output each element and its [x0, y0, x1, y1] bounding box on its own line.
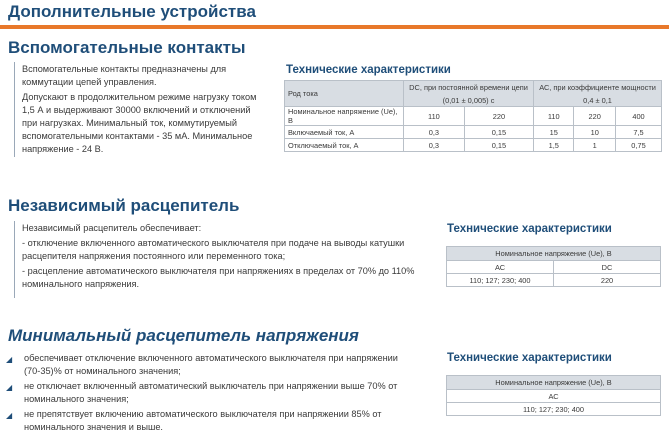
shunt-trip-tech-title: Технические характеристики: [447, 223, 612, 235]
cell: 0,15: [464, 126, 533, 139]
shunt-trip-table-header: Номинальное напряжение (Ue), В: [447, 247, 661, 261]
cell: 220: [574, 107, 616, 126]
cell: 0,3: [404, 126, 465, 139]
aux-contacts-paragraph-1: Вспомогательные контакты предназначены для коммутации цепей управления.: [22, 64, 227, 87]
col-ac-note: 0,4 ± 0,1: [534, 94, 662, 107]
row-label: Включаемый ток, А: [285, 126, 404, 139]
shunt-trip-item-2: - расцепление автоматического выключателя при напряжениях в пределах от 70% до 110% номинального напряжения.: [22, 266, 415, 289]
aux-contacts-text: [22, 63, 267, 158]
shunt-trip-item-1: - отключение включенного автоматического выключателя при подаче на выводы катушки расцепителя напряжения постоянного или переменного тока;: [22, 238, 405, 261]
undervoltage-item-1: обеспечивает отключение включенного автоматического выключателя при напряжении (70-35)% от номинального значения;: [24, 353, 398, 376]
shunt-trip-table: [446, 246, 661, 287]
table-row: [285, 139, 662, 152]
col-ac: АС: [447, 261, 554, 274]
cell-ac: 110; 127; 230; 400: [447, 274, 554, 287]
undervoltage-text: [6, 352, 416, 436]
cell: 0,15: [464, 139, 533, 152]
cell: 7,5: [616, 126, 662, 139]
list-item: [6, 352, 416, 378]
cell: 15: [534, 126, 574, 139]
list-item: [6, 380, 416, 406]
undervoltage-table: [446, 375, 661, 416]
undervoltage-tech-title: Технические характеристики: [447, 352, 612, 364]
aux-contacts-paragraph-2: Допускают в продолжительном режиме нагрузку током 1,5 А и выдерживают 30000 включений и отключений при нагрузках. Минимальный ток, коммутируемый вспомогательными контактами - 35 мА. Минимальное напряжение - 24 В.: [22, 92, 257, 154]
title-underline: [0, 25, 669, 29]
row-label: Отключаемый ток, А: [285, 139, 404, 152]
undervoltage-item-2: не отключает включенный автоматический выключатель при напряжении выше 70% от номинального значения;: [24, 381, 398, 404]
col-dc: DC, при постоянной времени цепи: [404, 81, 534, 95]
undervoltage-item-3: не препятствует включению автоматического выключателя при напряжении 85% от номинального значения и выше.: [24, 409, 382, 432]
col-dc: DC: [554, 261, 661, 274]
aux-contacts-tech-title: Технические характеристики: [286, 64, 451, 76]
cell: 220: [464, 107, 533, 126]
cell: 10: [574, 126, 616, 139]
shunt-trip-intro: Независимый расцепитель обеспечивает:: [22, 223, 202, 233]
cell-dc: 220: [554, 274, 661, 287]
table-row: [285, 126, 662, 139]
page-title: Дополнительные устройства: [8, 2, 256, 21]
cell: 1,5: [534, 139, 574, 152]
col-dc-note: (0,01 ± 0,005) с: [404, 94, 534, 107]
cell-ac: 110; 127; 230; 400: [447, 403, 661, 416]
undervoltage-table-header: Номинальное напряжение (Ue), В: [447, 376, 661, 390]
row-label: Номинальное напряжение (Ue), В: [285, 107, 404, 126]
undervoltage-heading: Минимальный расцепитель напряжения: [8, 326, 359, 345]
cell: 110: [404, 107, 465, 126]
aux-contacts-bar: [14, 62, 15, 157]
shunt-trip-bar: [14, 221, 15, 298]
shunt-trip-text: [22, 222, 422, 293]
aux-contacts-table: [284, 80, 662, 152]
arrow-bullet-icon: ◢: [6, 355, 13, 364]
arrow-bullet-icon: ◢: [6, 383, 13, 392]
shunt-trip-heading: Независимый расцепитель: [8, 196, 240, 215]
col-current-type: Род тока: [285, 81, 404, 107]
cell: 1: [574, 139, 616, 152]
cell: 0,75: [616, 139, 662, 152]
aux-contacts-heading: Вспомогательные контакты: [8, 38, 246, 57]
col-ac: АС, при коэффициенте мощности: [534, 81, 662, 95]
table-row: [285, 107, 662, 126]
col-ac: АС: [447, 390, 661, 403]
arrow-bullet-icon: ◢: [6, 411, 13, 420]
list-item: [6, 408, 416, 434]
cell: 110: [534, 107, 574, 126]
cell: 400: [616, 107, 662, 126]
cell: 0,3: [404, 139, 465, 152]
